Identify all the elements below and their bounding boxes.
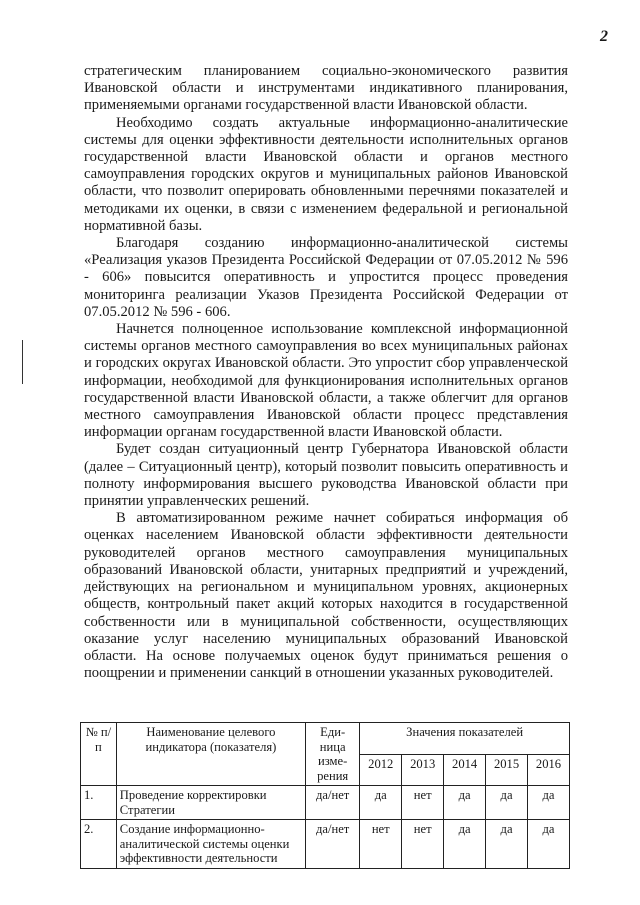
table-row (81, 786, 570, 820)
row-value: нет (402, 786, 444, 820)
paragraph-decrees-system: Благодаря созданию информационно-аналитической системы «Реализация указов Президента Российской Федерации от 07.05.2012 № 596 - 606» повысится оперативность и упростится процесс проведения мониторинга реализации Указов Президента Российской Федерации от 07.05.2012 № 596 - 606. (84, 235, 568, 320)
row-num: 1. (81, 786, 117, 820)
paragraph-municipal-system: Начнется полноценное использование комплексной информационной системы органов местного самоуправления во всех муниципальных районах и городских округах Ивановской области. Это упростит сбор управленческой информации, необходимой для функционирования исполнительных органов государственной власти Ивановской области, а также облегчит для органов местного самоуправления Ивановской области процесс представления информации органам государственной власти Ивановской области. (84, 321, 568, 441)
header-year: 2014 (444, 754, 486, 786)
table-row (81, 820, 570, 869)
paragraph-situation-center: Будет создан ситуационный центр Губернатора Ивановской области (далее – Ситуационный центр), который позволит повысить оперативность и полноту информирования высшего руководства Ивановской области при принятии управленческих решений. (84, 441, 568, 510)
row-value: да (486, 820, 528, 869)
row-name: Создание информационно-аналитической системы оценки эффективности деятельности (116, 820, 305, 869)
row-value: нет (402, 820, 444, 869)
indicators-table (80, 722, 570, 869)
page-number: 2 (600, 28, 608, 45)
row-name: Проведение корректировки Стратегии (116, 786, 305, 820)
row-value: да (444, 786, 486, 820)
header-year: 2012 (360, 754, 402, 786)
body-text (84, 63, 568, 682)
header-values: Значения показателей (360, 723, 570, 755)
paragraph-continuation: стратегическим планированием социально-экономического развития Ивановской области и инструментами индикативного планирования, применяемыми органами государственной власти Ивановской области. (84, 63, 568, 114)
header-name: Наименование целевого индикатора (показателя) (116, 723, 305, 786)
row-value: да (360, 786, 402, 820)
row-value: да (444, 820, 486, 869)
margin-mark (22, 340, 23, 384)
row-value: да (486, 786, 528, 820)
header-year: 2016 (528, 754, 570, 786)
row-value: да (528, 786, 570, 820)
header-unit: Еди-ница изме-рения (306, 723, 360, 786)
row-unit: да/нет (306, 820, 360, 869)
row-value: нет (360, 820, 402, 869)
header-year: 2013 (402, 754, 444, 786)
table-header-row (81, 723, 570, 755)
header-year: 2015 (486, 754, 528, 786)
row-num: 2. (81, 820, 117, 869)
paragraph-population-assessment: В автоматизированном режиме начнет собираться информация об оценках населением Ивановской области эффективности деятельности руководителей органов местного самоуправления муниципальных образований Ивановской области, унитарных предприятий и учреждений, действующих на региональном и муниципальном уровнях, акционерных обществ, контрольный пакет акций которых находится в государственной собственности или в муниципальной собственности, осуществляющих оказание услуг населению муниципальных образований Ивановской области. На основе получаемых оценок будут приниматься решения о поощрении и применении санкций в отношении указанных руководителей. (84, 510, 568, 682)
paragraph-analytic-systems: Необходимо создать актуальные информационно-аналитические системы для оценки эффективности деятельности исполнительных органов государственной власти Ивановской области и органов местного самоуправления городских округов и муниципальных районов Ивановской области, что позволит оперировать обновленными перечнями показателей и методиками их оценки, в связи с изменением федеральной и региональной нормативной базы. (84, 114, 568, 234)
row-value: да (528, 820, 570, 869)
header-num: № п/п (81, 723, 117, 786)
row-unit: да/нет (306, 786, 360, 820)
